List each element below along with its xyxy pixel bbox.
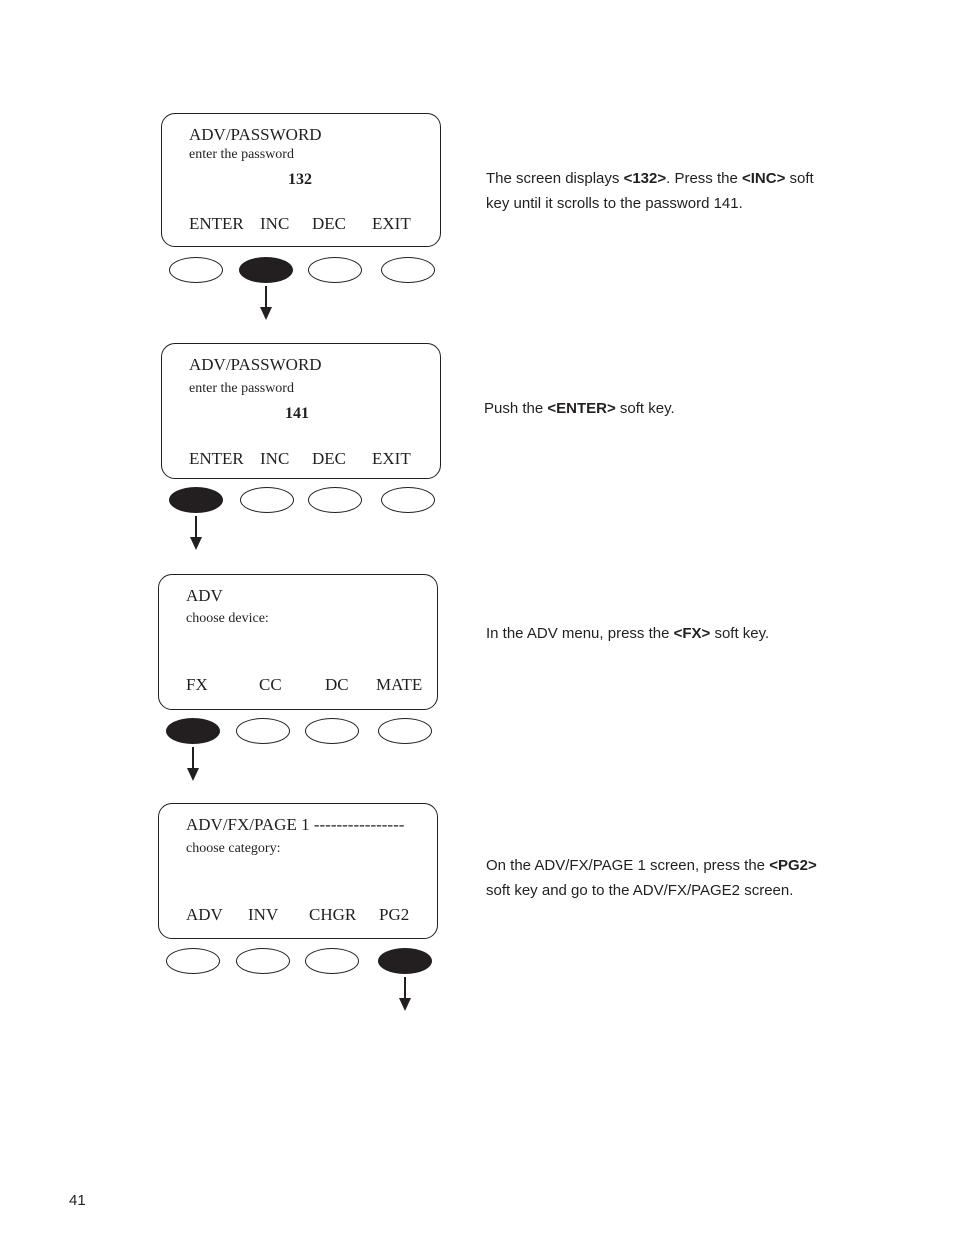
soft-key-3[interactable]	[308, 257, 362, 283]
softkey-label-chgr: CHGR	[309, 905, 357, 924]
softkey-label-dec: DEC	[312, 214, 346, 233]
softkey-label-pg2: PG2	[379, 905, 410, 924]
softkey-label-enter: ENTER	[189, 449, 244, 468]
soft-key-4[interactable]	[381, 257, 435, 283]
soft-key-1[interactable]	[169, 257, 223, 283]
arrow-down-icon	[399, 977, 411, 1011]
step-description: On the ADV/FX/PAGE 1 screen, press the <PG2> soft key and go to the ADV/FX/PAGE2 screen.	[486, 857, 817, 899]
step-3	[0, 574, 954, 804]
arrow-down-icon	[187, 747, 199, 781]
softkey-label-inv: INV	[248, 905, 279, 924]
password-value: 132	[288, 171, 312, 188]
arrow-down-icon	[260, 286, 272, 320]
lcd-screen	[158, 803, 438, 939]
softkey-label-enter: ENTER	[189, 214, 244, 233]
screen-title: ADV	[186, 586, 223, 605]
softkey-label-dc: DC	[325, 675, 349, 694]
lcd-screen	[161, 113, 441, 247]
soft-key-3[interactable]	[308, 487, 362, 513]
arrow-down-icon	[190, 516, 202, 550]
step-description: In the ADV menu, press the <FX> soft key.	[486, 625, 770, 642]
softkey-label-exit: EXIT	[372, 449, 411, 468]
softkey-label-cc: CC	[259, 675, 282, 694]
screen-subtitle: choose device:	[186, 611, 269, 626]
screen-title: ADV/PASSWORD	[189, 125, 322, 144]
soft-key-4[interactable]	[378, 948, 432, 974]
soft-key-1[interactable]	[169, 487, 223, 513]
step-2	[0, 343, 954, 573]
screen-title: ADV/FX/PAGE 1 ----------------	[186, 815, 405, 834]
step-description: Push the <ENTER> soft key.	[484, 400, 675, 417]
soft-key-2[interactable]	[239, 257, 293, 283]
softkey-label-fx: FX	[186, 675, 208, 694]
screen-subtitle: enter the password	[189, 147, 294, 162]
lcd-screen	[158, 574, 438, 710]
soft-key-3[interactable]	[305, 948, 359, 974]
softkey-label-adv: ADV	[186, 905, 223, 924]
soft-key-3[interactable]	[305, 718, 359, 744]
soft-key-4[interactable]	[378, 718, 432, 744]
password-value: 141	[285, 405, 309, 422]
soft-key-1[interactable]	[166, 718, 220, 744]
softkey-label-inc: INC	[260, 449, 290, 468]
soft-key-1[interactable]	[166, 948, 220, 974]
screen-subtitle: enter the password	[189, 381, 294, 396]
screen-title: ADV/PASSWORD	[189, 355, 322, 374]
step-description: The screen displays <132>. Press the <INC> soft key until it scrolls to the password 141.	[486, 170, 814, 212]
softkey-label-mate: MATE	[376, 675, 423, 694]
soft-key-4[interactable]	[381, 487, 435, 513]
softkey-label-dec: DEC	[312, 449, 346, 468]
screen-subtitle: choose category:	[186, 841, 281, 856]
step-4	[0, 803, 954, 1033]
page-number: 41	[69, 1192, 86, 1209]
softkey-label-inc: INC	[260, 214, 290, 233]
soft-key-2[interactable]	[240, 487, 294, 513]
lcd-screen	[161, 343, 441, 479]
step-1	[0, 113, 954, 343]
soft-key-2[interactable]	[236, 948, 290, 974]
soft-key-2[interactable]	[236, 718, 290, 744]
softkey-label-exit: EXIT	[372, 214, 411, 233]
